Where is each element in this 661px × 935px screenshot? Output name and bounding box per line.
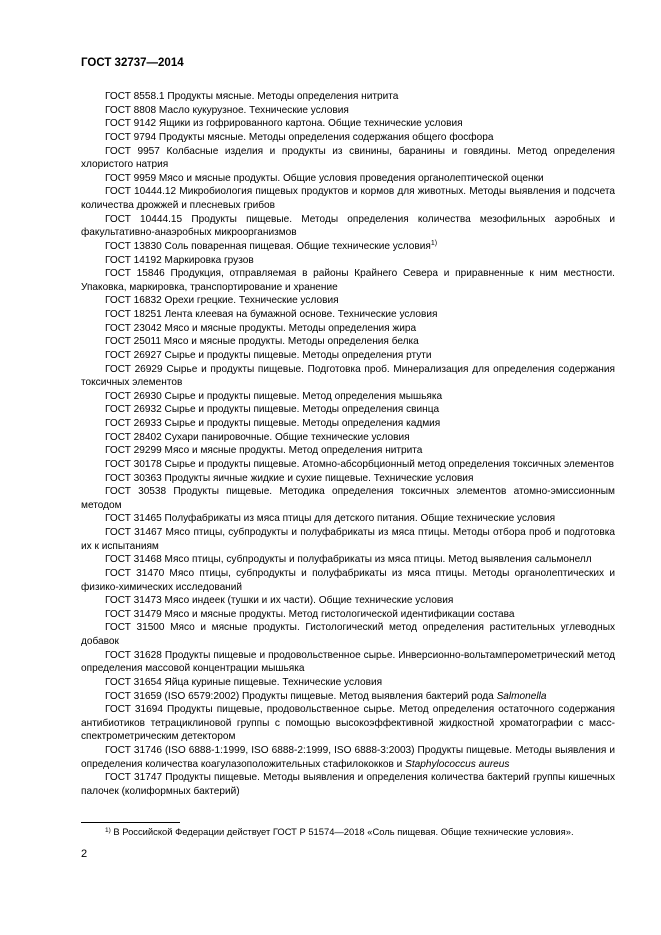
reference-text: ГОСТ 9794 Продукты мясные. Методы определения содержания общего фосфора [105, 131, 494, 143]
reference-item [81, 458, 615, 472]
reference-text: ГОСТ 29299 Мясо и мясные продукты. Метод определения нитрита [105, 445, 423, 457]
reference-text: ГОСТ 15846 Продукция, отправляемая в районы Крайнего Севера и приравненные к ним местности. Упаковка, маркировка, транспортирование и хранение [81, 268, 615, 293]
reference-item [81, 567, 615, 594]
reference-text: ГОСТ 26929 Сырье и продукты пищевые. Подготовка проб. Минерализация для определения содержания токсичных элементов [81, 363, 615, 389]
reference-item [81, 104, 615, 118]
reference-text: ГОСТ 26933 Сырье и продукты пищевые. Методы определения кадмия [105, 418, 441, 429]
reference-item [81, 363, 615, 390]
reference-text: ГОСТ 23042 Мясо и мясные продукты. Методы определения жира [105, 322, 417, 334]
reference-item [81, 649, 615, 676]
reference-item [81, 172, 615, 186]
reference-text: ГОСТ 26930 Сырье и продукты пищевые. Метод определения мышьяка [105, 390, 443, 402]
reference-text: ГОСТ 31479 Мясо и мясные продукты. Метод гистологической идентификации состава [105, 608, 515, 620]
reference-item [81, 444, 615, 458]
reference-item [81, 703, 615, 744]
reference-text: ГОСТ 18251 Лента клеевая на бумажной основе. Технические условия [105, 309, 438, 320]
reference-item [81, 594, 615, 608]
reference-text: ГОСТ 28402 Сухари панировочные. Общие технические условия [105, 431, 410, 443]
reference-text: ГОСТ 16832 Орехи грецкие. Технические условия [105, 295, 339, 307]
reference-item [81, 349, 615, 363]
reference-text: ГОСТ 25011 Мясо и мясные продукты. Методы определения белка [105, 336, 419, 348]
reference-item [81, 608, 615, 622]
reference-item [81, 294, 615, 308]
reference-item [81, 403, 615, 417]
document-header: ГОСТ 32737—2014 [81, 57, 184, 69]
reference-item [81, 267, 615, 294]
reference-item [81, 240, 615, 254]
reference-text: ГОСТ 31465 Полуфабрикаты из мяса птицы для детского питания. Общие технические условия [105, 513, 556, 525]
reference-item [81, 390, 615, 404]
reference-text: ГОСТ 9959 Мясо и мясные продукты. Общие условия проведения органолептической оценки [105, 172, 544, 184]
reference-text: ГОСТ 30363 Продукты яичные жидкие и сухие пищевые. Технические условия [105, 472, 474, 484]
reference-text: ГОСТ 31468 Мясо птицы, субпродукты и полуфабрикаты из мяса птицы. Метод выявления сальмонелл [105, 554, 592, 566]
reference-text: ГОСТ 8808 Масло кукурузное. Технические условия [105, 104, 349, 116]
reference-item [81, 213, 615, 240]
footnote-ref: 1) [430, 239, 438, 247]
reference-item [81, 621, 615, 648]
reference-item [81, 676, 615, 690]
reference-item [81, 254, 615, 268]
reference-text: ГОСТ 10444.12 Микробиология пищевых продуктов и кормов для животных. Методы выявления и подсчета количества дрожжей и плесневых грибов [81, 186, 615, 211]
reference-text: ГОСТ 31747 Продукты пищевые. Методы выявления и определения количества бактерий группы кишечных палочек (колиформных бактерий) [81, 772, 615, 797]
reference-text: ГОСТ 31654 Яйца куриные пищевые. Технические условия [105, 676, 383, 688]
reference-text: ГОСТ 31628 Продукты пищевые и продовольственное сырье. Инверсионно-вольтамперометрический метод определения массовой концентрации мышьяка [81, 649, 615, 675]
reference-item [81, 485, 615, 512]
reference-text: ГОСТ 26932 Сырье и продукты пищевые. Методы определения свинца [105, 404, 440, 416]
reference-text: ГОСТ 26927 Сырье и продукты пищевые. Методы определения ртути [105, 349, 432, 361]
reference-item [81, 771, 615, 798]
page-number: 2 [81, 848, 88, 860]
reference-text: ГОСТ 9142 Ящики из гофрированного картона. Общие технические условия [105, 118, 463, 130]
reference-item [81, 117, 615, 131]
footnote [81, 826, 615, 837]
reference-text: ГОСТ 31467 Мясо птицы, субпродукты и полуфабрикаты из мяса птицы. Методы отбора проб и подготовка их к испытаниям [81, 527, 615, 552]
reference-item [81, 690, 615, 704]
reference-item [81, 553, 615, 567]
reference-text: ГОСТ 31746 (ISO 6888-1:1999, ISO 6888-2:1999, ISO 6888-3:2003) Продукты пищевые. Методы выявления и определения количества коагулазоположительных стафилококков и [81, 745, 615, 770]
reference-text: ГОСТ 9957 Колбасные изделия и продукты из свинины, баранины и говядины. Метод определения хлористого натрия [81, 145, 615, 171]
reference-item [81, 308, 615, 322]
reference-text: ГОСТ 31500 Мясо и мясные продукты. Гистологический метод определения растительных углеводных добавок [81, 622, 615, 647]
reference-item [81, 431, 615, 445]
reference-text: ГОСТ 31694 Продукты пищевые, продовольственное сырье. Метод определения остаточного содержания антибиотиков тетрациклиновой группы с помощью высокоэффективной жидкостной хроматографии с масс-спектрометрическим детектором [81, 704, 615, 743]
reference-item [81, 185, 615, 212]
reference-item [81, 512, 615, 526]
reference-text: ГОСТ 30178 Сырье и продукты пищевые. Атомно-абсорбционный метод определения токсичных элементов [105, 458, 615, 470]
reference-text: ГОСТ 31470 Мясо птицы, субпродукты и полуфабрикаты из мяса птицы. Методы органолептических и физико-химических исследований [81, 567, 615, 593]
footnote-separator [81, 822, 180, 823]
reference-item [81, 417, 615, 431]
reference-item [81, 145, 615, 172]
footnote-mark: 1) [105, 827, 111, 834]
reference-text: ГОСТ 30538 Продукты пищевые. Методика определения токсичных элементов атомно-эмиссионным методом [81, 486, 615, 511]
reference-item [81, 335, 615, 349]
reference-text: ГОСТ 31659 (ISO 6579:2002) Продукты пищевые. Метод выявления бактерий рода [105, 690, 497, 702]
reference-text: ГОСТ 31473 Мясо индеек (тушки и их части). Общие технические условия [105, 595, 454, 607]
reference-item [81, 472, 615, 486]
reference-item [81, 526, 615, 553]
reference-text: ГОСТ 13830 Соль поваренная пищевая. Общие технические условия [105, 240, 431, 252]
normative-references-list [81, 90, 615, 799]
reference-item [81, 744, 615, 771]
reference-italic: Staphylococcus aureus [405, 758, 510, 770]
reference-item [81, 322, 615, 336]
reference-italic: Salmonella [496, 690, 547, 702]
reference-item [81, 131, 615, 145]
reference-text: ГОСТ 8558.1 Продукты мясные. Методы определения нитрита [105, 91, 399, 102]
reference-text: ГОСТ 10444.15 Продукты пищевые. Методы определения количества мезофильных аэробных и факультативно-анаэробных микроорганизмов [81, 213, 615, 239]
reference-text: ГОСТ 14192 Маркировка грузов [105, 254, 254, 266]
reference-item [81, 90, 615, 104]
footnote-text: В Российской Федерации действует ГОСТ Р 51574—2018 «Соль пищевая. Общие технические условия». [110, 826, 574, 837]
